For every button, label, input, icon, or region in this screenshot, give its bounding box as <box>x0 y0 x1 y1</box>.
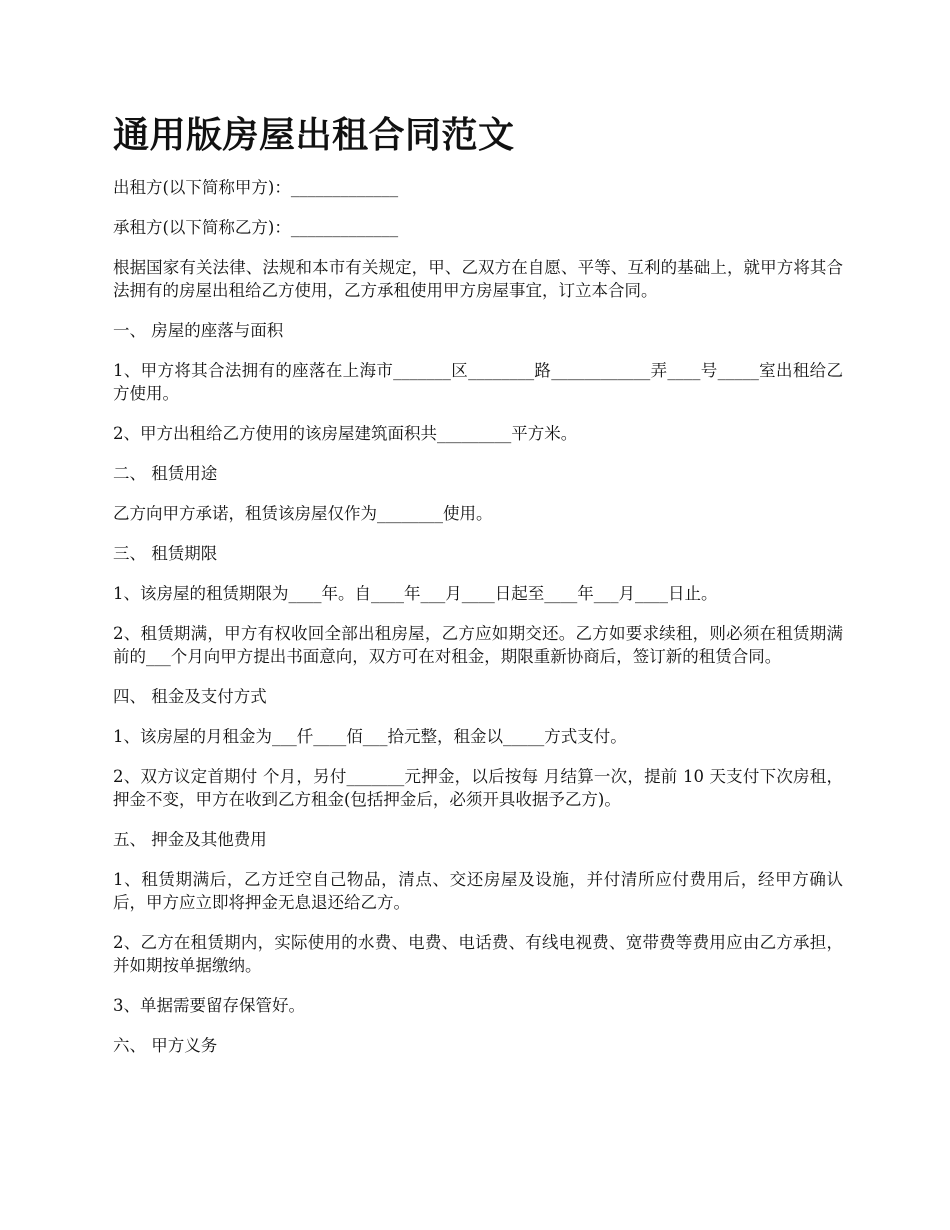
section-heading-6: 六、 甲方义务 <box>113 1036 218 1055</box>
clause-5-2: 2、乙方在租赁期内，实际使用的水费、电费、电话费、有线电视费、宽带费等费用应由乙方承担，并如期按单据缴纳。 <box>113 933 843 975</box>
clause-3-2: 2、租赁期满，甲方有权收回全部出租房屋，乙方应如期交还。乙方如要求续租，则必须在租赁期满前的___个月向甲方提出书面意向，双方可在对租金，期限重新协商后，签订新的租赁合同。 <box>113 624 843 666</box>
preamble-paragraph: 根据国家有关法律、法规和本市有关规定，甲、乙双方在自愿、平等、互利的基础上，就甲方将其合法拥有的房屋出租给乙方使用，乙方承租使用甲方房屋事宜，订立本合同。 <box>113 258 843 300</box>
clause-1-2: 2、甲方出租给乙方使用的该房屋建筑面积共_________平方米。 <box>113 424 578 443</box>
section-heading-5: 五、 押金及其他费用 <box>113 830 267 849</box>
section-heading-4: 四、 租金及支付方式 <box>113 687 267 706</box>
clause-2-1: 乙方向甲方承诺，租赁该房屋仅作为________使用。 <box>113 504 493 523</box>
section-heading-3: 三、 租赁期限 <box>113 544 218 563</box>
clause-4-2: 2、双方议定首期付 个月，另付_______元押金，以后按每 月结算一次，提前 10 天支付下次房租，押金不变，甲方在收到乙方租金(包括押金后，必须开具收据予乙方)。 <box>113 767 843 809</box>
clause-3-1: 1、该房屋的租赁期限为____年。自____年___月____日起至____年___月____日止。 <box>113 584 718 603</box>
document-page <box>113 112 843 1074</box>
clause-4-1: 1、该房屋的月租金为___仟____佰___拾元整，租金以_____方式支付。 <box>113 727 627 746</box>
document-title: 通用版房屋出租合同范文 <box>113 115 515 156</box>
clause-5-1: 1、租赁期满后，乙方迁空自己物品，清点、交还房屋及设施，并付清所应付费用后，经甲方确认后，甲方应立即将押金无息退还给乙方。 <box>113 870 843 912</box>
section-heading-1: 一、 房屋的座落与面积 <box>113 321 284 340</box>
section-heading-2: 二、 租赁用途 <box>113 464 218 483</box>
clause-5-3: 3、单据需要留存保管好。 <box>113 996 305 1015</box>
lessor-line: 出租方(以下简称甲方)：_____________ <box>113 178 399 197</box>
clause-1-1: 1、甲方将其合法拥有的座落在上海市_______区________路____________弄____号_____室出租给乙方使用。 <box>113 361 843 403</box>
lessee-line: 承租方(以下简称乙方)：_____________ <box>113 218 399 237</box>
